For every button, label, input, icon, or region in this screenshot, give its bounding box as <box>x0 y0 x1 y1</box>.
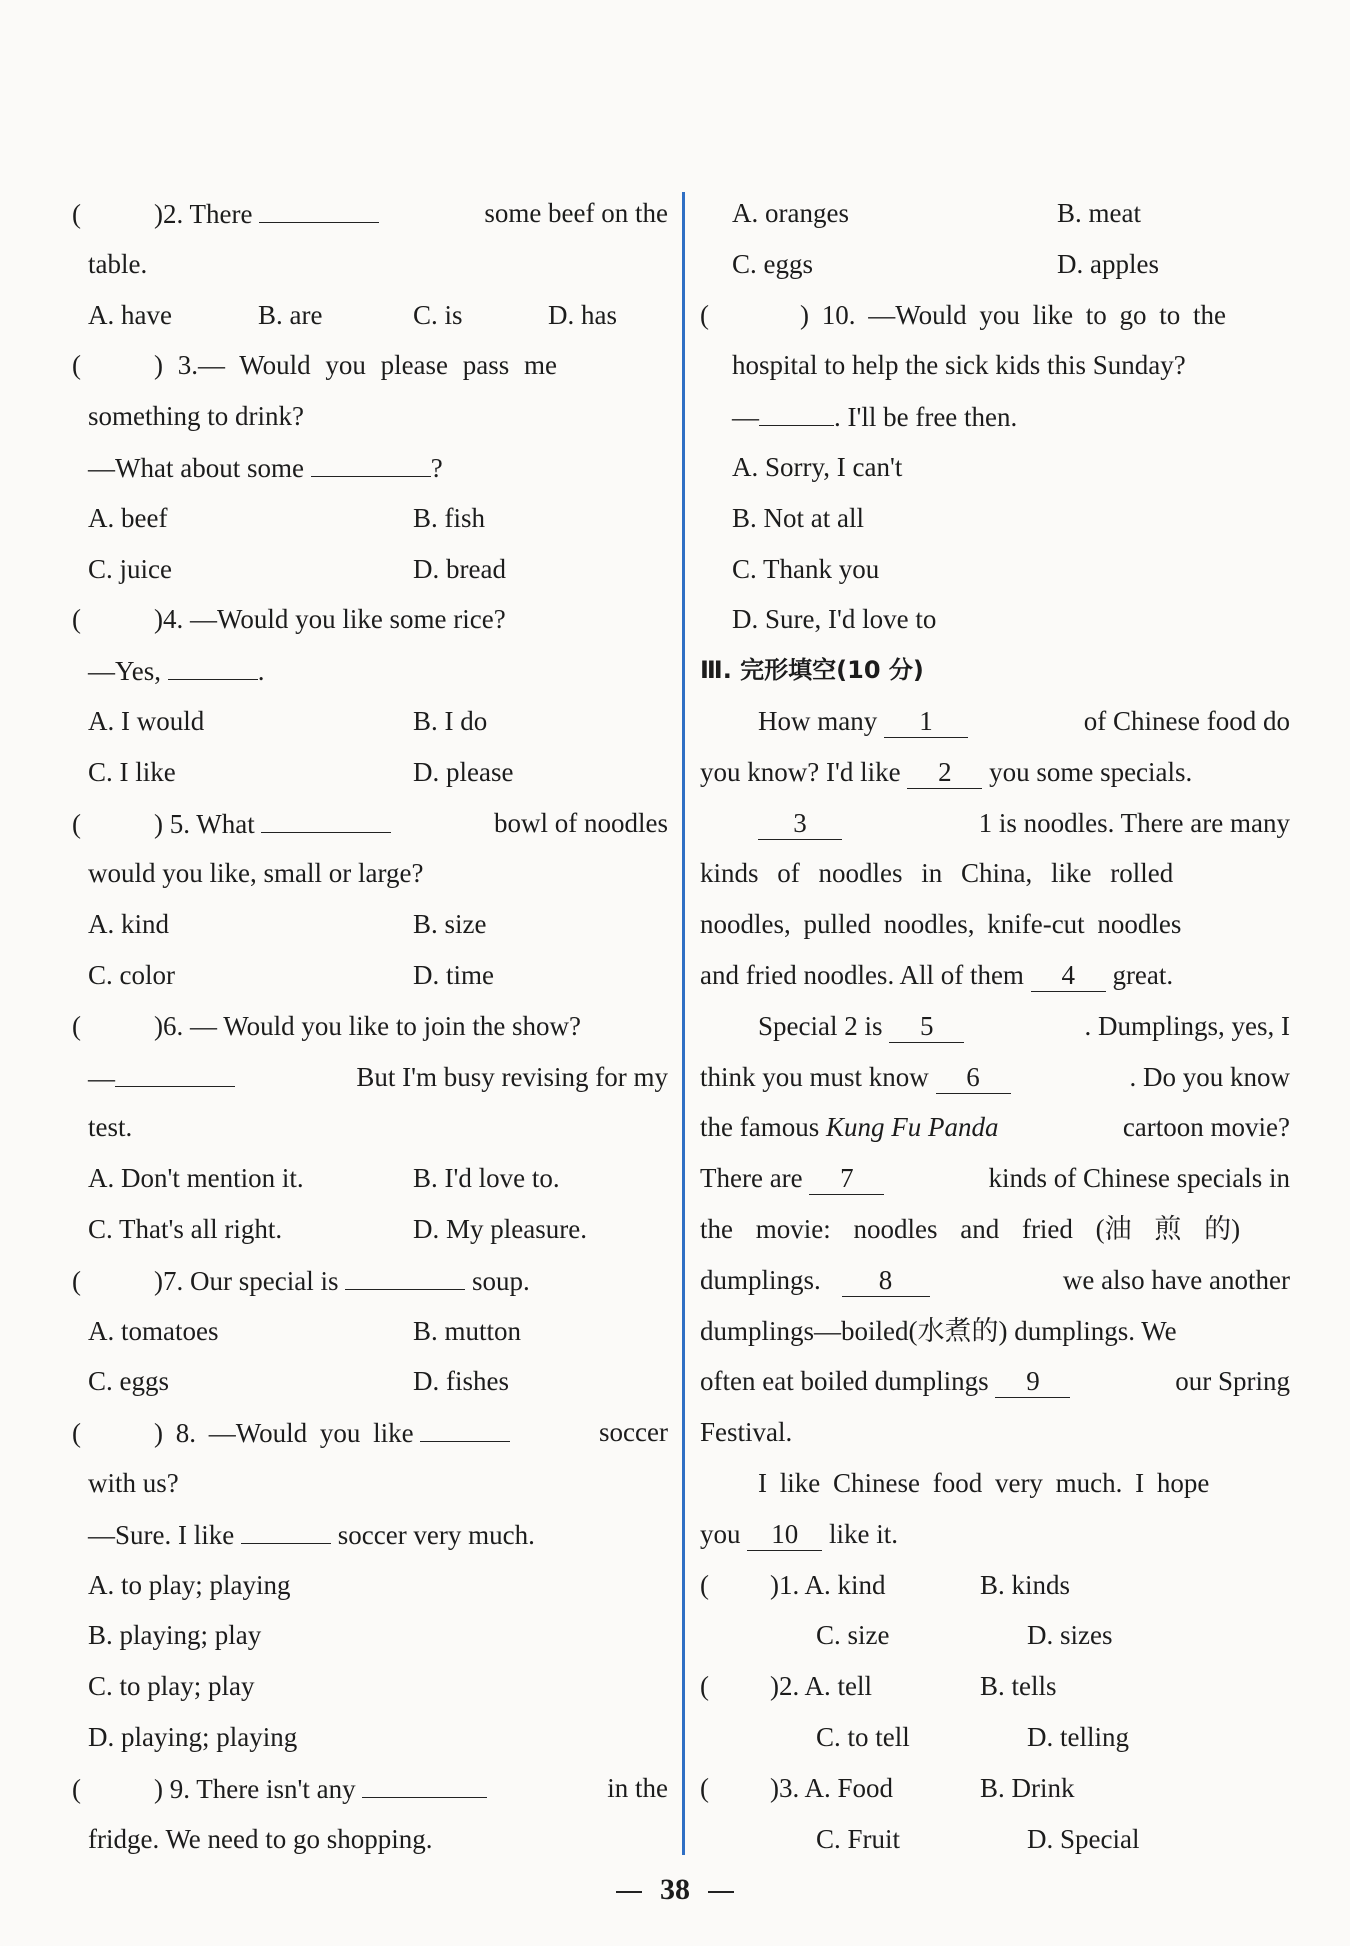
question-stem-end: in the <box>607 1772 668 1803</box>
option-d[interactable]: D. Sure, I'd love to <box>732 604 937 635</box>
answer-blank[interactable] <box>259 188 379 223</box>
option-c[interactable]: C. juice <box>88 553 172 584</box>
passage-line <box>700 1356 1290 1407</box>
option-a[interactable]: )3. A. Food <box>770 1772 894 1803</box>
question-8-cont: with us? <box>88 1467 179 1498</box>
passage-text: think you must know <box>700 1061 929 1092</box>
question-2 <box>72 188 668 239</box>
footer-dash-left <box>616 1891 642 1893</box>
option-a[interactable]: A. Sorry, I can't <box>732 451 903 482</box>
question-7-options-cd <box>88 1356 668 1407</box>
answer-blank[interactable] <box>345 1255 465 1290</box>
passage-text: How many <box>758 705 878 736</box>
question-4 <box>72 594 668 645</box>
passage-text: 1 is noodles. There are many <box>978 807 1290 838</box>
option-b[interactable]: B. fish <box>413 502 486 533</box>
option-a[interactable]: )1. A. kind <box>770 1569 886 1600</box>
passage-text: and fried noodles. All of them <box>700 959 1024 990</box>
answer-paren[interactable]: ( <box>700 1569 709 1600</box>
cloze-question-2-cd <box>700 1712 1290 1763</box>
passage-line <box>700 1255 1290 1306</box>
cloze-blank-7[interactable]: 7 <box>809 1160 884 1195</box>
question-7 <box>72 1255 668 1306</box>
question-stem: )7. Our special is <box>154 1265 339 1296</box>
question-6-options-ab <box>88 1153 668 1204</box>
question-stem: ) 8. —Would you like <box>154 1418 414 1449</box>
option-a[interactable]: A. oranges <box>732 198 849 228</box>
question-7-options-ab <box>88 1306 668 1357</box>
answer-paren[interactable]: ( <box>72 1010 81 1041</box>
response-dash: — <box>732 402 759 433</box>
passage-line: the movie: noodles and fried (油 煎 的) <box>700 1213 1241 1244</box>
question-stem: ) 10. —Would you like to go to the <box>800 299 1227 330</box>
option-a[interactable]: A. to play; playing <box>88 1569 291 1600</box>
section-title: Ⅲ. 完形填空(10 分) <box>700 656 924 685</box>
option-b[interactable]: B. I do <box>413 705 488 736</box>
passage-text: our Spring <box>1175 1366 1290 1397</box>
option-a[interactable]: A. Don't mention it. <box>88 1163 304 1194</box>
question-10-response <box>700 391 1290 442</box>
question-stem-end: bowl of noodles <box>494 807 668 838</box>
option-b[interactable]: B. meat <box>1057 198 1141 228</box>
option-a[interactable]: A. tomatoes <box>88 1315 219 1346</box>
passage-text: often eat boiled dumplings <box>700 1366 989 1397</box>
question-6-cont: test. <box>88 1112 133 1143</box>
passage-text: like it. <box>829 1518 898 1549</box>
response-text: —Sure. I like <box>88 1519 235 1550</box>
cloze-question-1 <box>700 1560 1290 1611</box>
column-divider <box>682 192 685 1855</box>
passage-text: cartoon movie? <box>1122 1112 1290 1143</box>
option-c[interactable]: C. is <box>413 299 463 330</box>
response-dash: — <box>88 1062 115 1093</box>
answer-blank[interactable] <box>420 1407 510 1442</box>
question-stem: ) 3.— Would you please pass me <box>154 350 558 381</box>
response-end: soccer very much. <box>337 1519 535 1550</box>
cloze-blank-4[interactable]: 4 <box>1031 957 1106 992</box>
passage-text: There are <box>700 1163 803 1194</box>
passage-text: Special 2 is <box>758 1010 883 1041</box>
answer-blank[interactable] <box>362 1763 487 1798</box>
passage-line <box>700 1052 1290 1103</box>
passage-text: the famous <box>700 1112 820 1143</box>
option-d[interactable]: D. telling <box>1027 1721 1129 1752</box>
option-c[interactable]: C. Fruit <box>816 1823 901 1854</box>
answer-blank[interactable] <box>168 645 258 680</box>
question-9-options-ab <box>700 188 1290 239</box>
cloze-blank-8[interactable]: 8 <box>842 1262 930 1297</box>
answer-paren[interactable]: ( <box>72 1773 81 1804</box>
cloze-question-3-cd <box>700 1814 1290 1865</box>
cloze-blank-5[interactable]: 5 <box>889 1008 964 1043</box>
question-5-cont: would you like, small or large? <box>88 858 424 889</box>
option-b[interactable]: B. Drink <box>980 1772 1075 1803</box>
passage-text: you some specials. <box>989 756 1193 787</box>
cloze-question-2 <box>700 1661 1290 1712</box>
page-number: 38 <box>660 1873 690 1906</box>
passage-text: you know? I'd like <box>700 756 901 787</box>
question-stem: )4. —Would you like some rice? <box>154 604 506 635</box>
option-a[interactable]: A. have <box>88 299 172 330</box>
question-9-cont: fridge. We need to go shopping. <box>88 1823 433 1854</box>
option-b[interactable]: B. tells <box>980 1671 1057 1702</box>
answer-paren[interactable]: ( <box>700 1772 709 1803</box>
option-c[interactable]: C. That's all right. <box>88 1213 283 1244</box>
option-d[interactable]: D. please <box>413 756 514 787</box>
question-4-options-ab <box>88 696 668 747</box>
passage-line <box>700 798 1290 849</box>
question-stem: ) 5. What <box>154 808 255 839</box>
question-stem: )6. — Would you like to join the show? <box>154 1010 582 1041</box>
passage-text: of Chinese food do <box>1083 705 1290 736</box>
cloze-blank-10[interactable]: 10 <box>747 1516 822 1551</box>
cloze-question-1-cd <box>700 1610 1290 1661</box>
passage-text: we also have another <box>1062 1264 1290 1295</box>
answer-paren[interactable]: ( <box>72 1418 81 1449</box>
question-6-options-cd <box>88 1204 668 1255</box>
option-b[interactable]: B. kinds <box>980 1569 1071 1600</box>
question-8 <box>72 1407 668 1458</box>
question-4-options-cd <box>88 747 668 798</box>
option-a[interactable]: )2. A. tell <box>770 1671 872 1702</box>
answer-paren[interactable]: ( <box>72 350 81 381</box>
option-d[interactable]: D. apples <box>1057 248 1159 279</box>
question-5 <box>72 798 668 849</box>
question-stem-end: soup. <box>471 1265 530 1296</box>
question-stem: )2. There <box>154 199 253 229</box>
cloze-question-3 <box>700 1763 1290 1814</box>
passage-text: great. <box>1112 959 1174 990</box>
option-d[interactable]: D. sizes <box>1027 1620 1113 1651</box>
question-6 <box>72 1001 668 1052</box>
answer-blank[interactable] <box>261 798 391 833</box>
response-text: —What about some <box>88 452 304 483</box>
option-a[interactable]: A. I would <box>88 705 205 736</box>
answer-paren[interactable]: ( <box>72 1265 81 1296</box>
option-b[interactable]: B. playing; play <box>88 1620 262 1651</box>
passage-text: dumplings. <box>700 1264 821 1295</box>
answer-blank[interactable] <box>759 391 834 426</box>
cloze-blank-9[interactable]: 9 <box>995 1363 1070 1398</box>
option-d[interactable]: D. has <box>548 299 617 330</box>
option-c[interactable]: C. eggs <box>88 1366 169 1397</box>
movie-title: Kung Fu Panda <box>825 1112 999 1143</box>
question-5-options-cd <box>88 950 668 1001</box>
option-d[interactable]: D. playing; playing <box>88 1721 298 1752</box>
answer-paren[interactable]: ( <box>72 199 81 229</box>
option-d[interactable]: D. fishes <box>413 1366 509 1397</box>
answer-blank[interactable] <box>115 1052 235 1087</box>
passage-line <box>700 747 1290 798</box>
option-b[interactable]: B. Not at all <box>732 502 864 533</box>
option-b[interactable]: B. size <box>413 909 487 940</box>
option-d[interactable]: D. time <box>413 959 494 990</box>
question-3-cont: something to drink? <box>88 401 304 432</box>
answer-paren[interactable]: ( <box>700 1671 709 1702</box>
option-d[interactable]: D. My pleasure. <box>413 1213 587 1244</box>
response-end: ? <box>430 452 443 483</box>
passage-line <box>700 950 1290 1001</box>
option-d[interactable]: D. bread <box>413 553 506 584</box>
passage-line: Festival. <box>700 1417 793 1448</box>
footer-dash-right <box>708 1891 734 1893</box>
option-c[interactable]: C. to tell <box>816 1721 910 1752</box>
passage-line <box>700 1153 1290 1204</box>
right-column <box>700 188 1290 1864</box>
response-text: But I'm busy revising for my <box>356 1061 668 1092</box>
question-2-options <box>88 290 668 341</box>
passage-line: noodles, pulled noodles, knife-cut noodles <box>700 909 1182 940</box>
page-footer <box>0 1873 1350 1907</box>
option-a[interactable]: A. beef <box>88 502 168 533</box>
option-b[interactable]: B. are <box>258 299 323 330</box>
question-10 <box>700 290 1290 341</box>
response-text: —Yes, <box>88 656 162 687</box>
answer-paren[interactable]: ( <box>700 299 709 330</box>
passage-line: dumplings—boiled(水煮的) dumplings. We <box>700 1315 1177 1346</box>
question-stem-end: soccer <box>599 1417 668 1448</box>
option-b[interactable]: B. mutton <box>413 1315 522 1346</box>
option-c[interactable]: C. to play; play <box>88 1671 255 1702</box>
question-5-options-ab <box>88 899 668 950</box>
answer-paren[interactable]: ( <box>72 604 81 635</box>
passage-text: you <box>700 1518 741 1549</box>
option-c[interactable]: C. color <box>88 959 175 990</box>
option-c[interactable]: C. eggs <box>732 248 813 279</box>
question-stem-end: some beef on the <box>484 198 668 228</box>
question-2-cont: table. <box>88 248 148 279</box>
passage-line: kinds of noodles in China, like rolled <box>700 858 1174 889</box>
answer-blank[interactable] <box>311 442 431 477</box>
question-9 <box>72 1763 668 1814</box>
question-4-response <box>88 645 668 696</box>
passage-line: I like Chinese food very much. I hope <box>758 1467 1210 1498</box>
question-3-options-cd <box>88 544 668 595</box>
option-b[interactable]: B. I'd love to. <box>413 1163 560 1194</box>
response-end: . <box>257 656 265 687</box>
option-d[interactable]: D. Special <box>1027 1823 1140 1854</box>
cloze-blank-6[interactable]: 6 <box>936 1059 1011 1094</box>
option-a[interactable]: A. kind <box>88 909 169 940</box>
question-stem: ) 9. There isn't any <box>154 1773 356 1804</box>
answer-blank[interactable] <box>241 1509 331 1544</box>
option-c[interactable]: C. Thank you <box>732 553 880 584</box>
question-9-options-cd <box>700 239 1290 290</box>
question-3-response <box>88 442 668 493</box>
cloze-blank-2[interactable]: 2 <box>907 754 982 789</box>
question-8-response <box>88 1509 668 1560</box>
passage-line <box>700 1001 1290 1052</box>
left-column <box>72 188 668 1864</box>
passage-line <box>700 1102 1290 1153</box>
cloze-blank-1[interactable]: 1 <box>884 703 968 738</box>
option-c[interactable]: C. I like <box>88 756 176 787</box>
question-6-response <box>88 1052 668 1103</box>
response-text: . I'll be free then. <box>834 402 1018 433</box>
passage-line <box>700 696 1290 747</box>
cloze-blank-3[interactable]: 3 <box>758 805 842 840</box>
option-c[interactable]: C. size <box>816 1620 890 1651</box>
passage-line <box>700 1509 1290 1560</box>
question-3 <box>72 340 668 391</box>
passage-text: . Do you know <box>1129 1061 1290 1092</box>
answer-paren[interactable]: ( <box>72 808 81 839</box>
passage-text: . Dumplings, yes, I <box>1084 1010 1290 1041</box>
question-10-cont: hospital to help the sick kids this Sunday? <box>732 350 1186 381</box>
question-3-options-ab <box>88 493 668 544</box>
passage-text: kinds of Chinese specials in <box>988 1163 1290 1194</box>
